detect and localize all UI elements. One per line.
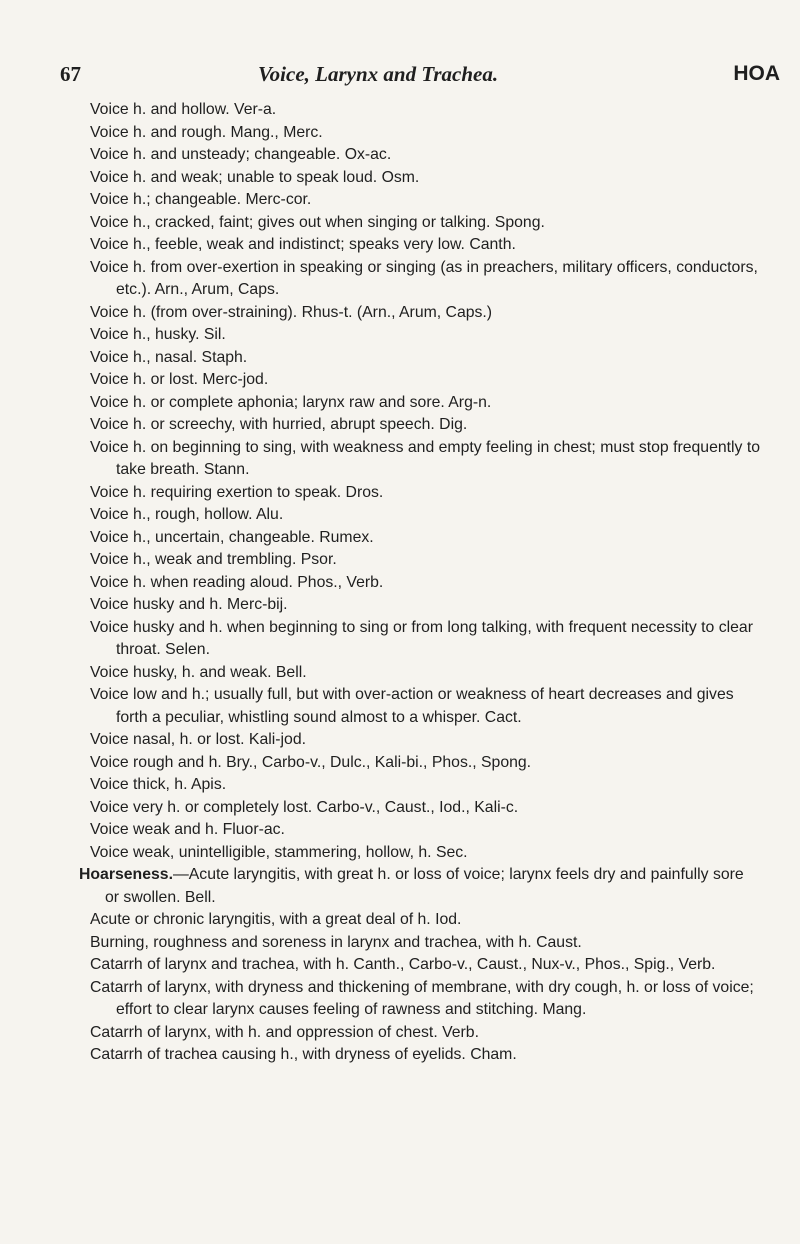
section-abbrev: HOA — [733, 62, 780, 85]
entry: Voice h. or lost. Merc-jod. — [90, 371, 269, 388]
entry: Voice h. or complete aphonia; larynx raw and sore. Arg-n. — [90, 393, 492, 411]
entry: Voice weak, unintelligible, stammering, hollow, h. Sec. — [90, 843, 468, 861]
entry: Voice h., rough, hollow. Alu. — [90, 506, 284, 523]
entry: Voice h. (from over-straining). Rhus-t. (Arn., Arum, Caps.) — [90, 303, 493, 321]
entry: Voice h. and hollow. Ver-a. — [90, 101, 277, 118]
entry: Voice low and h.; usually full, but with over-action or weakness of heart decreases and gives forth a peculiar, whistling sound almost to a whisper. Cact. — [90, 686, 734, 726]
sub-entry: Burning, roughness and soreness in larynx and trachea, with h. Caust. — [90, 933, 582, 951]
sub-entry: Catarrh of larynx, with dryness and thickening of membrane, with dry cough, h. or loss of voice; effort to clear larynx causes feeling of rawness and stitching. Mang. — [90, 978, 754, 1018]
sub-entry: Catarrh of larynx, with h. and oppression of chest. Verb. — [90, 1023, 479, 1041]
entry: Voice h.; changeable. Merc-cor. — [90, 191, 312, 208]
entry: Voice h., feeble, weak and indistinct; speaks very low. Canth. — [90, 236, 516, 253]
entry: Voice h., weak and trembling. Psor. — [90, 551, 337, 568]
page-number: 67 — [60, 62, 81, 86]
entry: Voice weak and h. Fluor-ac. — [90, 821, 285, 838]
running-header — [60, 62, 780, 88]
entry: Voice rough and h. Bry., Carbo-v., Dulc., Kali-bi., Phos., Spong. — [90, 753, 532, 771]
rubric-entry — [79, 864, 760, 909]
entry: Voice h. requiring exertion to speak. Dros. — [90, 483, 384, 501]
entry: Voice h., husky. Sil. — [90, 326, 226, 343]
entry: Voice h. when reading aloud. Phos., Verb. — [90, 573, 384, 591]
entry: Voice husky, h. and weak. Bell. — [90, 663, 307, 681]
entry: Voice husky and h. when beginning to sing or from long talking, with frequent necessity to clear throat. Selen. — [90, 618, 753, 658]
entry: Voice h. or screechy, with hurried, abrupt speech. Dig. — [90, 416, 468, 433]
sub-entry: Acute or chronic laryngitis, with a great deal of h. Iod. — [90, 911, 462, 928]
repertory-entries — [79, 99, 761, 1067]
entry: Voice h., cracked, faint; gives out when singing or talking. Spong. — [90, 213, 545, 231]
entry: Voice nasal, h. or lost. Kali-jod. — [90, 731, 307, 748]
entry: Voice thick, h. Apis. — [90, 776, 227, 793]
sub-entry: Catarrh of larynx and trachea, with h. Canth., Carbo-v., Caust., Nux-v., Phos., Spig., Verb. — [90, 956, 716, 973]
sub-entry: Catarrh of trachea causing h., with dryness of eyelids. Cham. — [90, 1046, 517, 1063]
rubric-heading: Hoarseness. — [79, 866, 173, 883]
entry: Voice h. and weak; unable to speak loud. Osm. — [90, 168, 420, 186]
entry: Voice husky and h. Merc-bij. — [90, 596, 288, 613]
entry: Voice very h. or completely lost. Carbo-v., Caust., Iod., Kali-c. — [90, 798, 519, 816]
entry: Voice h. on beginning to sing, with weakness and empty feeling in chest; must stop frequently to take breath. Stann. — [90, 438, 761, 478]
entry: Voice h., uncertain, changeable. Rumex. — [90, 528, 374, 546]
entry: Voice h., nasal. Staph. — [90, 348, 248, 366]
rubric-text: —Acute laryngitis, with great h. or loss of voice; larynx feels dry and painfully sore or swollen. Bell. — [105, 866, 744, 906]
entry: Voice h. and unsteady; changeable. Ox-ac. — [90, 146, 392, 163]
page-title: Voice, Larynx and Trachea. — [258, 62, 499, 86]
entry: Voice h. from over-exertion in speaking or singing (as in preachers, military officers, conductors, etc.). Arn., Arum, Caps. — [90, 258, 758, 298]
entry: Voice h. and rough. Mang., Merc. — [90, 123, 323, 141]
